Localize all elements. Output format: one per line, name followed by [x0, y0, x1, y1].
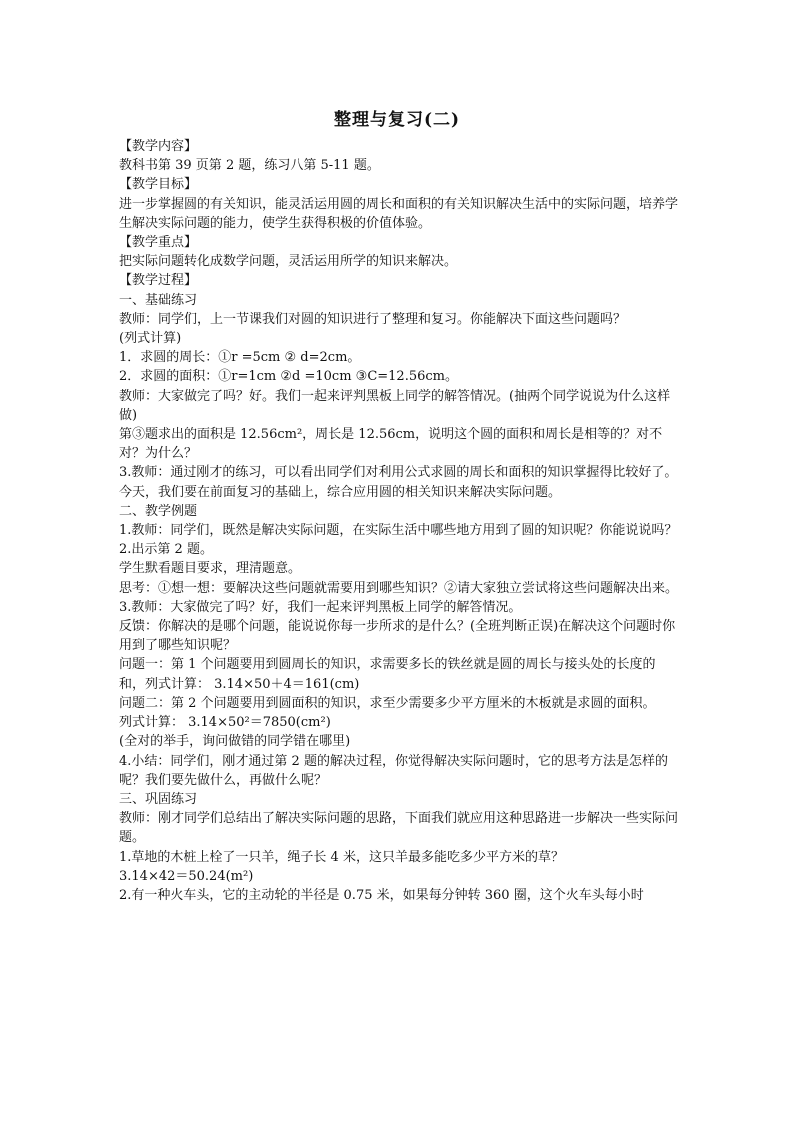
- paragraph: 问题一：第 1 个问题要用到圆周长的知识，求需要多长的铁丝就是圆的周长与接头处的长度的和，列式计算： 3.14×50＋4＝161(cm): [119, 657, 656, 692]
- section-heading-process: 【教学过程】: [119, 273, 198, 289]
- document-body: [119, 137, 679, 905]
- paragraph: (列式计算): [119, 331, 182, 347]
- paragraph: 问题二：第 2 个问题要用到圆面积的知识，求至少需要多少平方厘米的木板就是求圆的面积。: [119, 695, 656, 711]
- subsection-heading-consolidation: 三、巩固练习: [119, 791, 198, 807]
- paragraph: 学生默看题目要求，理清题意。: [119, 561, 302, 577]
- paragraph: 2.有一种火车头，它的主动轮的半径是 0.75 米，如果每分钟转 360 圈，这个火车头每小时: [119, 887, 644, 903]
- paragraph: 把实际问题转化成数学问题，灵活运用所学的知识来解决。: [119, 254, 458, 270]
- paragraph: 教师：大家做完了吗？好。我们一起来评判黑板上同学的解答情况。(抽两个同学说说为什么这样做): [119, 388, 671, 423]
- paragraph: 教科书第 39 页第 2 题，练习八第 5-11 题。: [119, 158, 380, 174]
- paragraph: 第③题求出的面积是 12.56cm²，周长是 12.56cm，说明这个圆的面积和周长是相等的？对不对？为什么？: [119, 427, 663, 462]
- paragraph: (全对的举手，询问做错的同学错在哪里): [119, 734, 351, 750]
- paragraph: 3.教师：通过刚才的练习，可以看出同学们对利用公式求圆的周长和面积的知识掌握得比较好了。今天，我们要在前面复习的基础上，综合应用圆的相关知识来解决实际问题。: [119, 465, 678, 500]
- paragraph: 2．求圆的面积：①r=1cm ②d =10cm ③C=12.56cm。: [119, 369, 458, 385]
- paragraph: 教师：刚才同学们总结出了解决实际问题的思路，下面我们就应用这种思路进一步解决一些实际问题。: [119, 811, 679, 846]
- subsection-heading-examples: 二、教学例题: [119, 503, 198, 519]
- paragraph: 2.出示第 2 题。: [119, 542, 213, 558]
- paragraph: 思考：①想一想：要解决这些问题就需要用到哪些知识？②请大家独立尝试将这些问题解决出来。: [119, 580, 679, 596]
- paragraph: 3.教师：大家做完了吗？好，我们一起来评判黑板上同学的解答情况。: [119, 599, 522, 615]
- paragraph: 列式计算： 3.14×50²＝7850(cm²): [119, 715, 331, 731]
- paragraph: 反馈：你解决的是哪个问题，能说说你每一步所求的是什么？(全班判断正误)在解决这个问题时你用到了哪些知识呢？: [119, 619, 676, 654]
- paragraph: 1．求圆的周长：①r =5cm ② d=2cm。: [119, 350, 361, 366]
- section-heading-goals: 【教学目标】: [119, 177, 198, 193]
- paragraph: 1.教师：同学们，既然是解决实际问题，在实际生活中哪些地方用到了圆的知识呢？你能说说吗？: [119, 523, 678, 539]
- paragraph: 进一步掌握圆的有关知识，能灵活运用圆的周长和面积的有关知识解决生活中的实际问题，培养学生解决实际问题的能力，使学生获得积极的价值体验。: [119, 196, 679, 231]
- section-heading-content: 【教学内容】: [119, 139, 198, 154]
- section-heading-focus: 【教学重点】: [119, 235, 198, 251]
- paragraph: 1.草地的木桩上栓了一只羊，绳子长 4 米，这只羊最多能吃多少平方米的草？: [119, 849, 564, 865]
- paragraph: 3.14×42＝50.24(m²): [119, 868, 254, 884]
- paragraph: 教师：同学们，上一节课我们对圆的知识进行了整理和复习。你能解决下面这些问题吗？: [119, 311, 627, 327]
- paragraph: 4.小结：同学们，刚才通过第 2 题的解决过程，你觉得解决实际问题时，它的思考方法是怎样的呢？我们要先做什么，再做什么呢？: [119, 753, 668, 788]
- subsection-heading-basic-practice: 一、基础练习: [119, 292, 198, 308]
- document-title: 整理与复习(二): [333, 110, 461, 130]
